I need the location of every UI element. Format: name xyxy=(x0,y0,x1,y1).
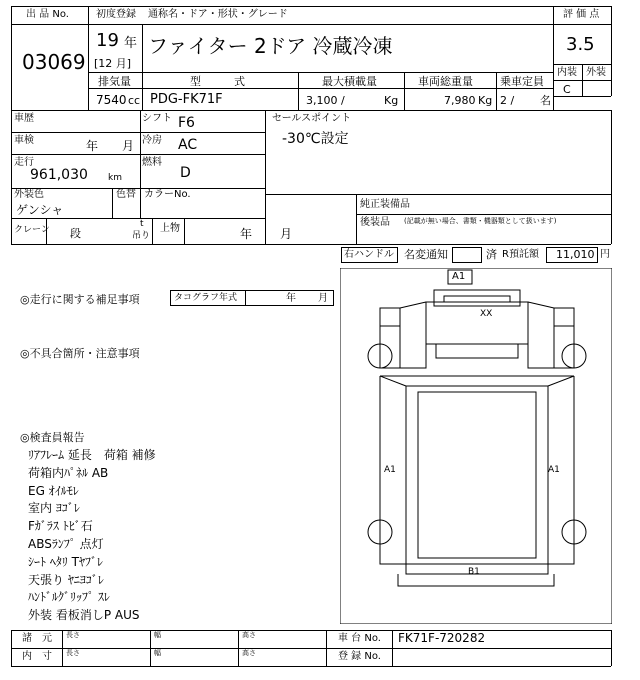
reg-year-unit: 年 xyxy=(124,36,138,51)
inspector-line: EG ｵｲﾙﾓﾚ xyxy=(28,483,79,498)
crane-stage: 段 xyxy=(70,227,81,240)
inspector-line: 荷箱内ﾊﾟﾈﾙ AB xyxy=(28,465,109,480)
reg-year: 19 xyxy=(96,30,119,51)
inner-dims-label: 内 寸 xyxy=(22,651,52,662)
vehicle-name: ファイター 2ドア 冷蔵冷凍 xyxy=(148,34,393,58)
shift-label: シフト xyxy=(142,113,172,124)
exterior-label: 外装 xyxy=(586,67,606,78)
crane-label: クレーン xyxy=(14,225,50,235)
inspector-line: ｼｰﾄ ﾍﾀﾘ Tﾔﾌﾞﾚ xyxy=(28,554,103,569)
mark-rear: B1 xyxy=(468,567,480,577)
windshield-top xyxy=(434,290,520,306)
displacement-unit: cc xyxy=(128,94,141,107)
inner-height-label: 高さ xyxy=(242,649,256,657)
model-label: 型 式 xyxy=(190,75,245,88)
mark-top: A1 xyxy=(452,271,466,282)
tacho-label: タコグラフ年式 xyxy=(174,293,238,303)
inner-width-label: 幅 xyxy=(154,649,161,657)
interior-grade: C xyxy=(563,83,571,96)
inspection-month: 月 xyxy=(122,139,135,153)
mileage-value: 961,030 xyxy=(30,167,88,183)
exterior-color-label: 外装色 xyxy=(14,189,44,200)
deposit-unit: 円 xyxy=(600,249,610,260)
rhd-label: 右ハンドル xyxy=(344,249,394,260)
cargo-box xyxy=(406,386,548,564)
genuine-equipment-label: 純正装備品 xyxy=(360,199,410,210)
inspector-line: 外装 看板消しP AUS xyxy=(28,608,140,623)
color-change-label: 色替 xyxy=(116,189,136,200)
max-load-value: 3,100 / xyxy=(306,94,345,107)
max-load-label: 最大積載量 xyxy=(322,75,377,88)
score-label: 評 価 点 xyxy=(563,9,600,20)
seal-label: 済 xyxy=(486,248,497,261)
deposit-value: 11,010 xyxy=(556,248,595,261)
inspection-year: 年 xyxy=(86,139,99,153)
defects-label: ◎不具合箇所・注意事項 xyxy=(20,347,140,360)
gross-weight-value: 7,980 xyxy=(444,94,476,107)
outer-height-label: 高さ xyxy=(242,631,256,639)
score-value: 3.5 xyxy=(566,34,595,55)
fuel-value: D xyxy=(180,165,191,181)
color-code-label: カラーNo. xyxy=(144,189,191,200)
top-year: 年 xyxy=(240,227,253,241)
displacement-value: 7540 xyxy=(96,93,127,107)
registration-label: 登 録 No. xyxy=(338,651,381,662)
lot-number: 03069 xyxy=(22,50,86,74)
mark-right: A1 xyxy=(548,465,560,475)
inspector-line: 室内 ﾖｺﾞﾚ xyxy=(28,501,80,516)
deposit-label: R預託額 xyxy=(502,249,539,260)
inspector-line: ﾘｱﾌﾚｰﾑ 延長 荷箱 補修 xyxy=(28,448,156,462)
gross-weight-label: 車両総重量 xyxy=(418,75,473,88)
inspector-report-list xyxy=(28,446,156,624)
inspection-label: 車検 xyxy=(14,135,34,146)
gross-weight-unit: Kg xyxy=(478,94,493,107)
mark-left: A1 xyxy=(384,465,396,475)
crane-lift: 吊り xyxy=(132,231,151,241)
name-change-box xyxy=(452,247,482,263)
inspector-line: ﾊﾝﾄﾞﾙｸﾞﾘｯﾌﾟ ｽﾚ xyxy=(28,590,110,605)
inspector-line: 天張り ﾔﾆﾖｺﾞﾚ xyxy=(28,572,104,587)
displacement-label: 排気量 xyxy=(98,75,131,88)
selling-point-label: セールスポイント xyxy=(272,113,352,124)
mark-cab: XX xyxy=(480,309,493,319)
shift-value: F6 xyxy=(178,115,195,131)
driving-notes-label: ◎走行に関する補足事項 xyxy=(20,293,140,306)
capacity-unit: 名 xyxy=(540,94,551,107)
inner-length-label: 長さ xyxy=(66,649,80,657)
top-label: 上物 xyxy=(160,223,180,234)
cab-roof xyxy=(426,302,528,344)
top-month: 月 xyxy=(280,227,293,241)
ac-label: 冷房 xyxy=(142,135,162,146)
inspector-line: ABSﾗﾝﾌﾟ 点灯 xyxy=(28,536,104,551)
first-reg-label: 初度登録 xyxy=(96,9,136,20)
lot-label: 出 品 No. xyxy=(26,9,69,20)
interior-label: 内装 xyxy=(557,67,577,78)
reg-month: [12 月] xyxy=(94,57,132,70)
outer-width-label: 幅 xyxy=(154,631,161,639)
name-change-label: 名変通知 xyxy=(404,248,448,261)
ac-value: AC xyxy=(178,137,198,153)
inspector-line: Fｶﾞﾗｽ ﾄﾋﾞ石 xyxy=(28,519,93,534)
capacity-value: 2 / xyxy=(500,94,515,107)
mileage-label: 走行 xyxy=(14,157,34,168)
mileage-unit: km xyxy=(108,173,122,183)
outer-length-label: 長さ xyxy=(66,631,80,639)
capacity-label: 乗車定員 xyxy=(500,75,544,88)
chassis-label: 車 台 No. xyxy=(338,633,381,644)
outer-dims-label: 諸 元 xyxy=(22,633,52,644)
name-label: 通称名・ドア・形状・グレード xyxy=(148,9,288,20)
tacho-year: 年 xyxy=(286,293,296,304)
chassis-number: FK71F-720282 xyxy=(398,631,486,645)
inspector-report-label: ◎検査員報告 xyxy=(20,431,85,444)
history-label: 車歴 xyxy=(14,113,34,124)
exterior-color-value: ゲンシャ xyxy=(16,203,64,217)
model-value: PDG-FK71F xyxy=(150,92,223,107)
crane-t: t xyxy=(140,219,144,229)
aftermarket-note: (記載が無い場合、書類・機器類として扱います) xyxy=(404,217,557,225)
tacho-month: 月 xyxy=(318,293,328,304)
selling-point-text: -30℃設定 xyxy=(282,131,349,147)
aftermarket-label: 後装品 xyxy=(360,217,390,228)
max-load-unit: Kg xyxy=(384,94,399,107)
fuel-label: 燃料 xyxy=(142,157,162,168)
